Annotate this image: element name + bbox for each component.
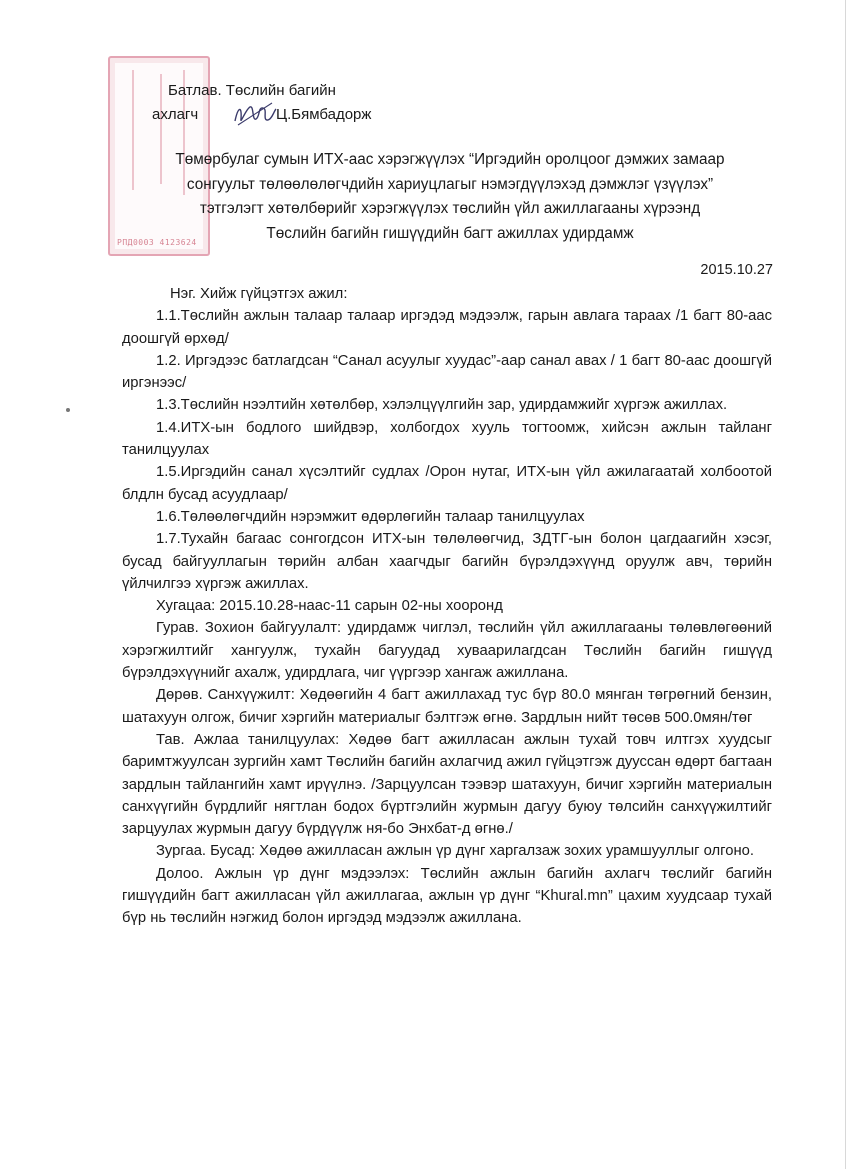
body-paragraph: Тав. Ажлаа танилцуулах: Хөдөө багт ажилласан ажлын тухай товч илтгэх хуудсыг баримтжуулсан зургийн хамт Төслийн багийн ахлагчид ажил гүйцэтгэж дууссан өдөрт багтаан зардлын тайлангийн хамт ирүүлнэ. /Зарцуулсан тээвэр шатахуун, бичиг хэргийн материалын санхүүгийн бүрдлийг нягтлан бодох бүртгэлийн журмын дагуу буюу төлсийн санхүүжилтийг зарцуулах журмын дагуу бүрдүүлж ня-бо Энхбат-д өгнө./: [122, 731, 772, 838]
scan-edge: [845, 0, 846, 1169]
document-body: [122, 283, 772, 930]
body-paragraph: Долоо. Ажлын үр дүнг мэдээлэх: Төслийн ажлын багийн ахлагч төслийг багийн гишүүдийн багт ажилласан үйл ажиллагаа, ажлын үр дүнг “Khural.mn” цахим хуудсаар тухай бүр нь төслийн нэгжид болон иргэдэд мэдээлж ажиллана.: [122, 865, 772, 927]
list-item: 1.6.Төлөөлөгчдийн нэрэмжит өдөрлөгийн талаар танилцуулах: [156, 508, 585, 525]
list-item: 1.3.Төслийн нээлтийн хөтөлбөр, хэлэлцүүлгийн зар, удирдамжийг хүргэж ажиллах.: [156, 397, 728, 414]
section-heading: Нэг. Хийж гүйцэтгэх ажил:: [170, 286, 348, 302]
scan-speck: [66, 408, 70, 412]
stamp-number: РПД0003 4123624: [117, 238, 197, 247]
title-line: Төслийн багийн гишүүдийн багт ажиллах удирдамж: [266, 224, 634, 242]
approve-label: Батлав. Төслийн багийн: [168, 82, 336, 99]
title-line: тэтгэлэгт хөтөлбөрийг хэрэгжүүлэх төслийн үйл ажиллагааны хүрээнд: [199, 200, 701, 217]
document-title: [100, 148, 800, 246]
signature-icon: [232, 99, 278, 129]
body-paragraph: Дөрөв. Санхүүжилт: Хөдөөгийн 4 багт ажиллахад тус бүр 80.0 мянган төгрөгний бензин, шатахуун олгож, бичиг хэргийн материалыг бэлтгэж өгнө. Зардлын нийт төсөв 500.0мян/төг: [122, 687, 772, 726]
list-item: 1.2. Иргэдээс батлагдсан “Санал асуулыг хуудас”-аар санал авах / 1 багт 80-аас доошгүй иргэнээс/: [122, 352, 772, 392]
document-date: 2015.10.27: [700, 262, 773, 278]
title-line: сонгуульт төлөөлөлөгчдийн хариуцлагыг нэмэгдүүлэхэд дэмжлэг үзүүлэх”: [186, 175, 714, 193]
body-paragraph: Хугацаа: 2015.10.28-наас-11 сарын 02-ны хооронд: [156, 598, 503, 615]
leader-prefix: ахлагч: [152, 106, 199, 123]
title-line: Төмөрбулаг сумын ИТХ-аас хэрэгжүүлэх “Иргэдийн оролцоог дэмжих замаар: [175, 151, 725, 168]
leader-name: Ц.Бямбадорж: [276, 106, 372, 123]
list-item: 1.1.Төслийн ажлын талаар талаар иргэдэд мэдээлж, гарын авлага тараах /1 багт 80-аас доошгүй өрхөд/: [122, 308, 772, 347]
list-item: 1.7.Тухайн багаас сонгогдсон ИТХ-ын төлөлөөгчид, ЗДТГ-ын болон цагдаагийн хэсэг, бусад байгууллагын төрийн албан хаагчдыг багийн бүрэлдэхүүнд оруулж авч, төрийн үйлчилгээ хүргэж ажиллах.: [122, 531, 772, 592]
list-item: 1.5.Иргэдийн санал хүсэлтийг судлах /Орон нутаг, ИТХ-ын үйл ажилагаатай холбоотой блдлн бусад асуудлаар/: [122, 464, 772, 503]
body-paragraph: Зургаа. Бусад: Хөдөө ажилласан ажлын үр дүнг харгалзаж зохих урамшууллыг олгоно.: [156, 843, 754, 860]
list-item: 1.4.ИТХ-ын бодлого шийдвэр, холбогдох хууль тогтоомж, хийсэн ажлын тайланг танилцуулах: [122, 419, 772, 459]
body-paragraph: Гурав. Зохион байгуулалт: удирдамж чиглэл, төслийн үйл ажиллагааны төлөвлөгөөний хэрэгжилтийг хангуулж, тухайн багуудад хуваарилагдсан Төслийн багийн гишүүд бүрэлдэхүүнийг ахалж, удирдлага, чиг үүргээр хангаж ажиллана.: [122, 620, 772, 682]
